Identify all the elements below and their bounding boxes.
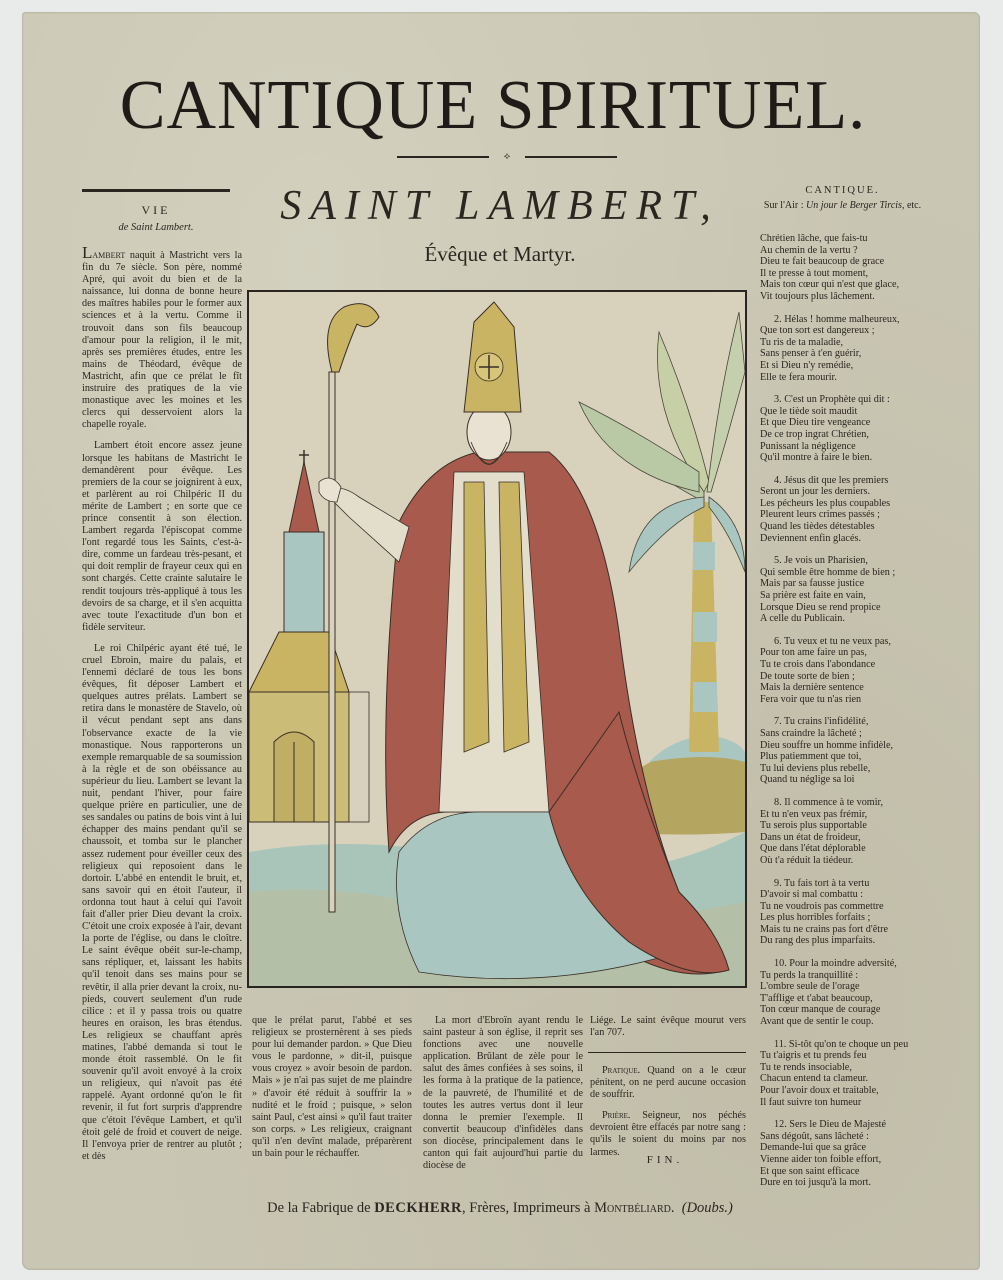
verse-line: 7. Tu crains l'infidélité, — [774, 716, 869, 728]
continuation-column-3 — [590, 1015, 746, 1048]
vie-rule — [82, 189, 230, 192]
dropcap-rest: AMBERT — [92, 251, 126, 260]
verse-line: 10. Pour la moindre adversité, — [774, 958, 897, 970]
verse-line: Il te presse à tout moment, — [760, 267, 869, 279]
saint-name-heading: SAINT LAMBERT, — [280, 183, 720, 229]
continuation-column-1 — [252, 1015, 412, 1169]
verse-line: Tu te crois dans l'abondance — [760, 659, 876, 670]
verse-line: Tu lui deviens plus rebelle, — [760, 762, 871, 774]
vie-heading: VIE — [141, 203, 171, 217]
verse-line: Les plus horribles forfaits ; — [760, 912, 871, 924]
air-suffix: , etc. — [901, 200, 922, 211]
section-rule — [588, 1052, 746, 1053]
imprint-middle: , Frères, Imprimeurs à — [462, 1200, 595, 1216]
vie-paragraph-3: Le roi Chilpéric ayant été tué, le cruel Ebroin, maire du palais, et l'ennemi déclaré de tous les bons évêques, fit déposer Lambert et quelques autres prélats. Lambert se retira dans le monastère de Stavelo, où il vécut pendant sept ans dans l'observance exacte de la vie monastique. Nous rapporterons un exemple remarquable de sa soumission à la règle et de son obéissance au supérieur du lieu. Lambert se levant la nuit, pendant l'hiver, pour faire quelque prière en particulier, une de ses sandales ou patins de bois vint à lui échapper des mains pendant qu'il se chaussoit, et tomba sur le plancher assez rudement pour éveiller ceux des religieux qui reposoient dans le dortoir. L'abbé en entendit le bruit, et, sans savoir qui en étoit l'auteur, il ordonna tout haut à celui qui l'avoit fait d'aller prier Dieu devant la croix. C'étoit une croix exposée à l'air, devant la porte de l'église, ou dans le cloître. Le saint évêque obéit sur-le-champ, sans répliquer, et, laissant les habits qu'il tenoit dans ses mains pour se revêtir, il alla prier devant la croix, nu-pieds, couvert seulement d'un rude cilice : et il y passa trois ou quatre heures en oraison, les bras étendus. Les religieux se chauffant après matines, l'abbé demanda si tout le monde étoit rassemblé. On le fit souvenir qu'il avoit envoyé à la croix un religieux, qui n'avoit pas été rappelé. Ayant ordonné qu'on le fit revenir, il fut fort surpris d'apprendre que c'étoit l'évêque Lambert, et qu'il étoit gelé de froid et couvert de neige. Il l'envoya prier de rentrer au plutôt ; et dès — [82, 642, 242, 1162]
verse-3 — [760, 394, 935, 464]
imprint-prefix: De la Fabrique de — [267, 1200, 375, 1216]
vie-paragraph-1-text: naquit à Mastricht vers la fin du 7e siècle. Son père, nommé Apré, qui avoit du bien et de la naissance, lui donna de bonne heure des maîtres habiles pour le former aux sciences et à la vertu. Comme il trouvoit dans son fils beaucoup d'amour pour la religion, il le mit, après ses premières études, entre les mains de Théodard, évêque de Mastricht, afin que ce prélat le fît instruire des pratiques de la vie monastique avec les moines et les clercs qui desservoient alors la chapelle royale. — [82, 250, 242, 431]
verse-line: Seront un jour les derniers. — [760, 486, 871, 498]
verse-line: Et que Dieu tire vengeance — [760, 417, 871, 429]
verse-7 — [760, 716, 935, 786]
verse-line: Tu serois plus supportable — [760, 820, 867, 832]
verse-line: Vit toujours plus lâchement. — [760, 290, 875, 302]
verse-line: Que dans l'état déplorable — [760, 843, 866, 855]
verse-line: Tu t'aigris et tu prends feu — [760, 1050, 867, 1062]
continuation-paragraph-3: Liége. Le saint évêque mourut vers l'an 707. — [590, 1015, 746, 1039]
verse-8 — [760, 797, 935, 867]
verse-line: Mais la dernière sentence — [760, 682, 864, 694]
continuation-paragraph-2: La mort d'Ebroïn ayant rendu le saint pasteur à son église, il reprit ses fonctions avec une nouvelle application. Brûlant de zèle pour le salut des âmes confiées à ses soins, il les forma à la pratique de la patience, de la pauvreté, de l'humilité et de toutes les autres vertus dont il leur donna le premier l'exemple. Il convertit beaucoup d'infidèles dans son diocèse, principalement dans le canton qui fait aujourd'hui partie du diocèse de — [423, 1015, 583, 1172]
verse-5 — [760, 555, 935, 625]
verse-line: D'avoir si mal combattu : — [760, 889, 864, 901]
verse-line: Et que son saint efficace — [760, 1165, 860, 1177]
continuation-column-2 — [423, 1015, 583, 1181]
verse-line: Où t'a réduit la tiédeur. — [760, 854, 854, 866]
imprint-city: Montbéliard. — [594, 1200, 675, 1216]
verse-line: Et si Dieu n'y remédie, — [760, 359, 854, 371]
pratique-priere-column — [590, 1065, 746, 1168]
priere-text: Seigneur, nos péchés devroient être effacés par notre sang : qu'ils le soient du moins par nos larmes. — [590, 1110, 746, 1158]
verse-line: Au chemin de la vertu ? — [760, 244, 858, 256]
verse-line: Sans craindre la lâcheté ; — [760, 727, 862, 739]
verse-line: Sans penser à t'en guérir, — [760, 348, 862, 360]
verse-line: Elle te fera mourir. — [760, 371, 837, 383]
saint-title-subheading: Évêque et Martyr. — [424, 242, 576, 266]
verse-line: Mais ton cœur qui n'est que glace, — [760, 279, 900, 291]
verse-line: Pleurent leurs crimes passés ; — [760, 509, 880, 521]
verse-line: Pour l'avoir doux et traitable, — [760, 1085, 879, 1096]
verse-line: Quand les tièdes détestables — [760, 521, 875, 533]
page-title: CANTIQUE SPIRITUEL. — [119, 67, 867, 144]
verse-line: Avant que de sentir le coup. — [760, 1016, 874, 1028]
verse-line: Les pécheurs les plus coupables — [760, 497, 891, 509]
verse-line: Qu'il montre à faire le bien. — [760, 452, 873, 464]
verse-line: Sans dégoût, sans lâcheté : — [760, 1130, 869, 1142]
verse-line: 5. Je vois un Pharisien, — [774, 555, 868, 567]
verse-line: Du rang des plus imparfaits. — [760, 935, 876, 947]
ornament-rule-left — [397, 156, 489, 158]
verse-11 — [760, 1039, 935, 1109]
verse-line: Chrétien lâche, que fais-tu — [760, 233, 868, 244]
verse-line: Demande-lui que sa grâce — [760, 1142, 867, 1154]
verse-line: Vienne aider ton foible effort, — [760, 1153, 882, 1165]
fin-label: FIN. — [646, 1154, 684, 1166]
verse-line: Punissant la négligence — [760, 440, 856, 452]
verse-line: Mais par sa fausse justice — [760, 578, 865, 590]
verse-line: Que ton sort est dangereux ; — [760, 325, 875, 337]
verse-line: 9. Tu fais tort à ta vertu — [774, 877, 870, 889]
cantique-air-line — [755, 200, 930, 212]
verse-line: Tu perds la tranquillité : — [760, 969, 859, 981]
verse-12 — [760, 1119, 935, 1189]
air-prefix: Sur l'Air : — [763, 200, 806, 211]
pratique-text: Quand on a le cœur pénitent, on ne perd aucune occasion de souffrir. — [590, 1065, 746, 1101]
verse-line: Tu ne voudrois pas commettre — [760, 900, 884, 912]
woodcut-svg — [249, 292, 745, 986]
verse-line: Dans un état de froideur, — [760, 831, 861, 843]
vie-paragraph-2: Lambert étoit encore assez jeune lorsque les habitans de Mastricht le demandèrent pour évêque. Les premiers de la cour se joignirent à eux, et parlèrent au roi Chilpéric II du mérite de Lambert ; en sorte que ce prince consentit à son élection. Lambert regarda l'épiscopat comme l'ont regardé tous les Saints, c'est-à-dire, comme un fardeau très-pesant, et qui doit remplir de frayeur ceux qui en sont chargés. Cette crainte salutaire le rendit toujours très-appliqué à tous les devoirs de sa charge, et il s'en acquitta avec toute l'exactitude d'un bon et fidèle serviteur. — [82, 440, 242, 633]
verse-4 — [760, 475, 935, 545]
verse-line: Tu te rends insociable, — [760, 1061, 852, 1073]
verse-line: Ton cœur manque de courage — [760, 1004, 881, 1016]
verse-line: Lorsque Dieu se rend propice — [760, 601, 881, 613]
verse-9 — [760, 878, 935, 948]
vie-column — [82, 243, 242, 1172]
verse-line: 4. Jésus dit que les premiers — [774, 474, 889, 486]
title-ornament-divider — [397, 152, 617, 162]
verse-line: Chacun entend ta clameur. — [760, 1073, 869, 1085]
verse-line: 6. Tu veux et tu ne veux pas, — [774, 635, 891, 647]
verse-line: 2. Hélas ! homme malheureux, — [774, 313, 900, 325]
verse-line: 8. Il commence à te vomir, — [774, 796, 884, 808]
verse-line: Tu ris de ta maladie, — [760, 336, 844, 348]
verse-line: Il faut suivre ton humeur — [760, 1096, 862, 1108]
verse-line: Deviennent enfin glacés. — [760, 532, 861, 544]
priere-label: Prière. — [602, 1110, 631, 1122]
verse-line: Fera voir que tu n'as rien — [760, 693, 862, 705]
verse-line: Dure en toi jusqu'à la mort. — [760, 1177, 872, 1189]
air-title: Un jour le Berger Tircis — [806, 200, 902, 211]
verse-line: Qui semble être homme de bien ; — [760, 566, 896, 578]
verse-line: Et tu n'en veux pas frémir, — [760, 808, 868, 820]
verse-line: Dieu souffre un homme infidèle, — [760, 739, 894, 751]
verse-line: 3. C'est un Prophète qui dit : — [774, 394, 890, 406]
verse-line: 11. Si-tôt qu'on te choque un peu — [774, 1038, 909, 1050]
pratique-paragraph — [590, 1065, 746, 1101]
cantique-heading: CANTIQUE. — [805, 185, 880, 196]
printer-imprint — [120, 1200, 880, 1217]
verse-10 — [760, 958, 935, 1028]
cantique-verses — [760, 233, 935, 1200]
priere-paragraph — [590, 1110, 746, 1158]
saint-lambert-woodcut-illustration — [247, 290, 747, 988]
verse-line: Mais tu ne crains pas fort d'être — [760, 923, 889, 935]
verse-line: A celle du Publicain. — [760, 613, 845, 625]
verse-line: Pour ton ame faire un pas, — [760, 647, 867, 659]
continuation-paragraph-1: que le prélat parut, l'abbé et ses religieux se prosternèrent à ses pieds pour lui demander pardon. » Que Dieu vous le pardonne, » dit-il, puisque vous croyez » avoir besoin de pardon. Mais » je n'ai pas sujet de me plaindre » d'avoir été réduit à souffrir la » nudité et le froid ; puisque, » selon saint Paul, c'est ainsi » qu'il faut traiter son corps. » Les religieux, craignant qu'il n'en devînt malade, préparèrent un bain pour le réchauffer. — [252, 1015, 412, 1160]
vie-subheading: de Saint Lambert. — [118, 222, 194, 233]
pratique-label: Pratique. — [602, 1065, 641, 1076]
verse-2 — [760, 314, 935, 384]
verse-line: De toute sorte de bien ; — [760, 670, 855, 682]
verse-line: Sa prière est faite en vain, — [760, 590, 866, 602]
verse-6 — [760, 636, 935, 706]
verse-line: Plus patiemment que toi, — [760, 751, 862, 763]
verse-line: Que le tiède soit maudit — [760, 405, 858, 417]
ornament-rule-right — [525, 156, 617, 158]
verse-line: 12. Sers le Dieu de Majesté — [774, 1119, 887, 1131]
verse-line: De ce trop ingrat Chrétien, — [760, 428, 869, 440]
verse-line: L'ombre seule de l'orage — [760, 981, 860, 993]
verse-line: Quand tu néglige sa loi — [760, 774, 855, 786]
verse-line: Dieu te fait beaucoup de grace — [760, 256, 885, 268]
imprint-brand: DECKHERR — [374, 1200, 462, 1216]
verse-line: T'afflige et t'abat beaucoup, — [760, 992, 873, 1004]
dropcap: L — [82, 243, 93, 262]
ornament-flourish-icon: ⟡ — [503, 151, 511, 162]
vie-paragraph-1 — [82, 243, 242, 431]
imprint-region: (Doubs.) — [681, 1200, 733, 1216]
verse-1 — [760, 233, 935, 303]
